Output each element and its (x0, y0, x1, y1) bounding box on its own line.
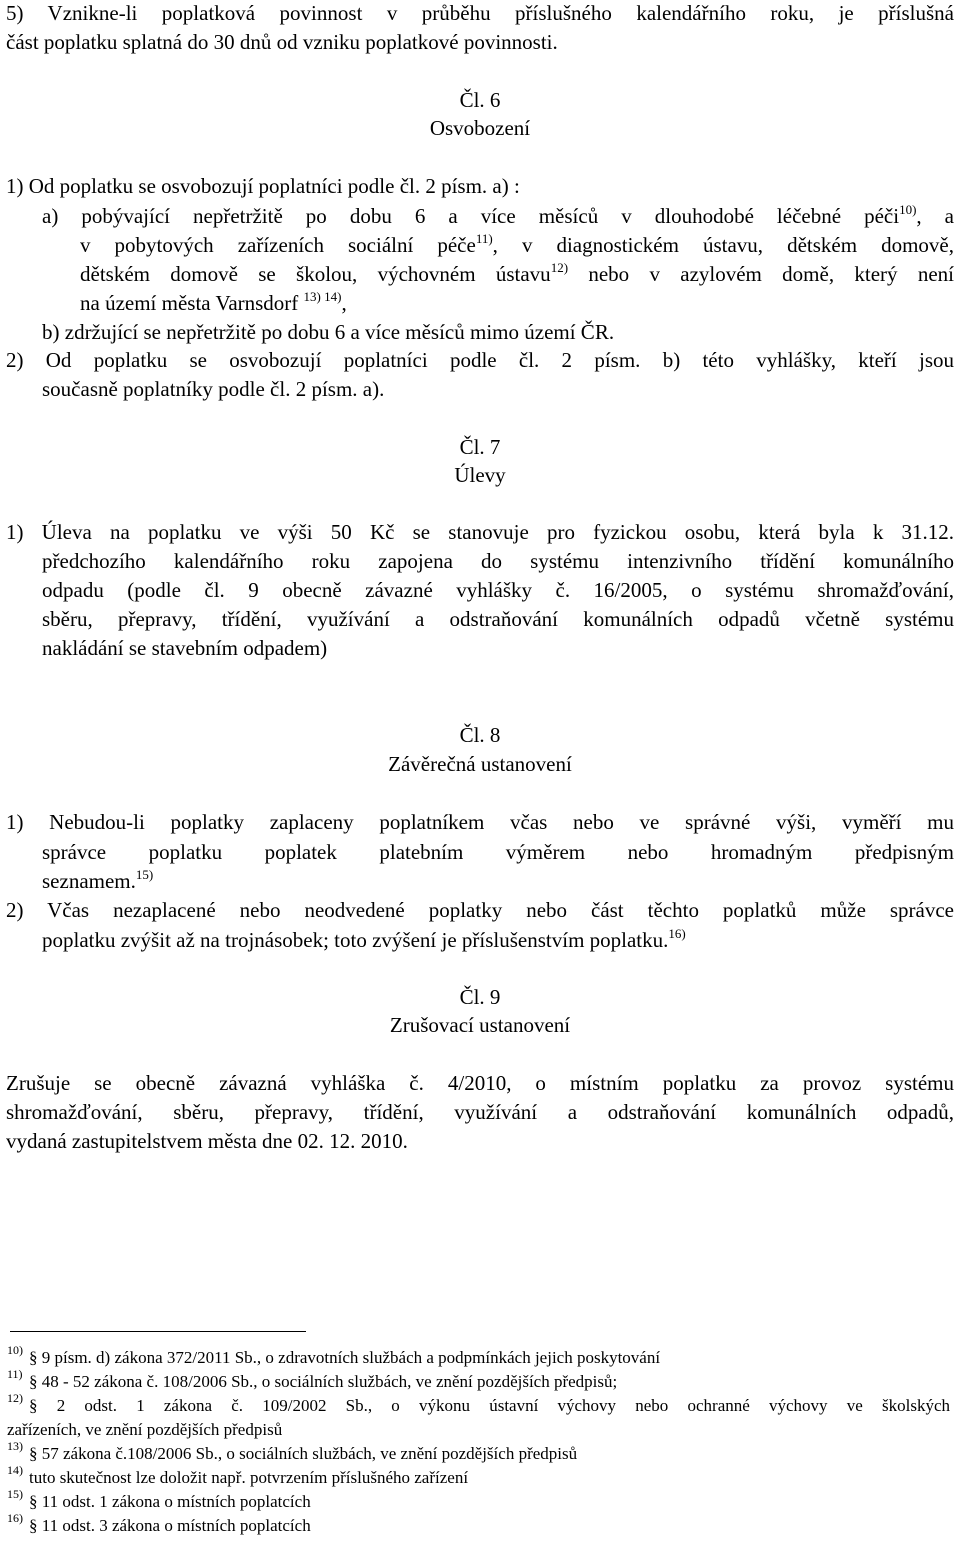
article7-title: Úlevy (454, 463, 506, 487)
art7-line5: nakládání se stavebním odpadem) (42, 636, 328, 660)
footnote-text: 57 zákona č.108/2006 Sb., o sociálních službách, ve znění pozdějších předpisů (37, 1444, 578, 1463)
art8-p1-line1: 1) Nebudou-li poplatky zaplaceny poplatníkem včas nebo ve správné výši, vyměří mu (6, 810, 954, 834)
section-symbol: § (29, 1348, 38, 1367)
art6-a-line1-text: a) pobývající nepřetržitě po dobu 6 a více měsíců v dlouhodobé léčebné péči (42, 204, 900, 228)
article8-number: Čl. 8 (459, 723, 501, 747)
section-symbol: § (29, 1396, 38, 1415)
art6-a-line1 (42, 204, 954, 228)
art6-a-line3 (80, 262, 954, 286)
article7-number: Čl. 7 (459, 435, 501, 459)
article6-number: Čl. 6 (459, 88, 501, 112)
footnote-number: 13) (7, 1439, 23, 1453)
article9-title: Zrušovací ustanovení (389, 1013, 571, 1037)
art6-a-line4 (80, 291, 960, 315)
art6-a-line2 (80, 233, 954, 257)
art9-line1: Zrušuje se obecně závazná vyhláška č. 4/2010, o místním poplatku za provoz systému (6, 1071, 954, 1095)
footnote-16 (7, 1511, 960, 1537)
footnote-11 (7, 1367, 960, 1393)
art7-line3: odpadu (podle čl. 9 obecně závazné vyhlášky č. 16/2005, o systému shromažďování, (42, 578, 954, 602)
footnote-text: 2 odst. 1 zákona č. 109/2002 Sb., o výkonu ústavní výchovy nebo ochranné výchovy ve školských (37, 1396, 950, 1415)
footnote-14 (7, 1463, 960, 1489)
section-symbol: § (29, 1516, 38, 1535)
art8-p2-line1: 2) Včas nezaplacené nebo neodvedené poplatky nebo část těchto poplatků může správce (6, 898, 954, 922)
art6-a-line4-end: , (341, 291, 347, 315)
art7-line2: předchozího kalendářního roku zapojena do systému intenzivního třídění komunálního (42, 549, 954, 573)
footnote-number: 12) (7, 1391, 23, 1405)
art6-a-line2-text: v pobytových zařízeních sociální péče (80, 233, 476, 257)
footnote-10 (7, 1343, 960, 1369)
art7-line4: sběru, přepravy, třídění, využívání a odstraňování komunálních odpadů včetně systému (42, 607, 954, 631)
art8-p1-line2: správce poplatku poplatek platebním výměrem nebo hromadným předpisným (42, 840, 954, 864)
footnote-number: 15) (7, 1487, 23, 1501)
footnote-text: zařízeních, ve znění pozdějších předpisů (7, 1420, 283, 1439)
footnote-number: 16) (7, 1511, 23, 1525)
art6-a-line2-end: , v diagnostickém ústavu, dětském domově, (492, 233, 954, 257)
footnote-13 (7, 1439, 960, 1465)
art6-p2-line2: současně poplatníky podle čl. 2 písm. a). (42, 377, 385, 401)
art8-p2-line2 (42, 928, 960, 952)
art6-p1: 1) Od poplatku se osvobozují poplatníci podle čl. 2 písm. a) : (6, 174, 520, 198)
footnote-ref-16: 16) (668, 926, 686, 941)
para5-line2: část poplatku splatná do 30 dnů od vzniku poplatkové povinnosti. (6, 30, 558, 54)
art9-line3: vydaná zastupitelstvem města dne 02. 12. 2010. (6, 1129, 408, 1153)
footnote-number: 14) (7, 1463, 23, 1477)
footnote-12 (7, 1391, 950, 1417)
section-symbol: § (29, 1372, 38, 1391)
footnote-text: 11 odst. 1 zákona o místních poplatcích (37, 1492, 311, 1511)
para5-line1: 5) Vznikne-li poplatková povinnost v průběhu příslušného kalendářního roku, je příslušná (6, 1, 954, 25)
art8-p1-line3 (42, 869, 960, 893)
art6-a-line1-end: , a (916, 204, 955, 228)
art6-a-line3-end: nebo v azylovém domě, který není (568, 262, 954, 286)
art6-a-line4-text: na území města Varnsdorf (80, 291, 304, 315)
footnote-12-continued (7, 1420, 960, 1440)
footnote-ref-15: 15) (135, 867, 154, 882)
footnote-text: 48 - 52 zákona č. 108/2006 Sb., o sociálních službách, ve znění pozdějších předpisů; (37, 1372, 618, 1391)
footnote-ref-11: 11) (475, 231, 493, 246)
art6-a-line3-text: dětském domově se školou, výchovném ústavu (80, 262, 551, 286)
art6-p2-line1: 2) Od poplatku se osvobozují poplatníci podle čl. 2 písm. b) této vyhlášky, kteří jsou (6, 348, 954, 372)
art8-p1-line3-text: seznamem. (42, 869, 136, 893)
footnote-text: 9 písm. d) zákona 372/2011 Sb., o zdravotních službách a podpmínkách jejich poskytování (37, 1348, 661, 1367)
footnote-ref-12: 12) (550, 260, 569, 275)
footnote-text: tuto skutečnost lze doložit např. potvrzením příslušného zařízení (29, 1468, 469, 1487)
section-symbol: § (29, 1444, 38, 1463)
art7-line1: 1) Úleva na poplatku ve výši 50 Kč se stanovuje pro fyzickou osobu, která byla k 31.12. (6, 520, 954, 544)
art6-b: b) zdržující se nepřetržitě po dobu 6 a více měsíců mimo území ČR. (42, 320, 615, 344)
footnote-15 (7, 1487, 960, 1513)
art8-p2-line2-text: poplatku zvýšit až na trojnásobek; toto zvýšení je příslušenstvím poplatku. (42, 928, 669, 952)
footnote-text: 11 odst. 3 zákona o místních poplatcích (37, 1516, 311, 1535)
article9-number: Čl. 9 (459, 985, 501, 1009)
footnote-number: 11) (7, 1367, 23, 1381)
article6-title: Osvobození (429, 116, 531, 140)
footnote-ref-10: 10) (899, 202, 917, 217)
art9-line2: shromažďování, sběru, přepravy, třídění, využívání a odstraňování komunálních odpadů, (6, 1100, 954, 1124)
footnote-ref-13-14: 13) 14) (303, 289, 342, 304)
footnote-separator (10, 1331, 306, 1332)
footnote-number: 10) (7, 1343, 23, 1357)
article8-title: Závěrečná ustanovení (388, 752, 572, 776)
section-symbol: § (29, 1492, 38, 1511)
